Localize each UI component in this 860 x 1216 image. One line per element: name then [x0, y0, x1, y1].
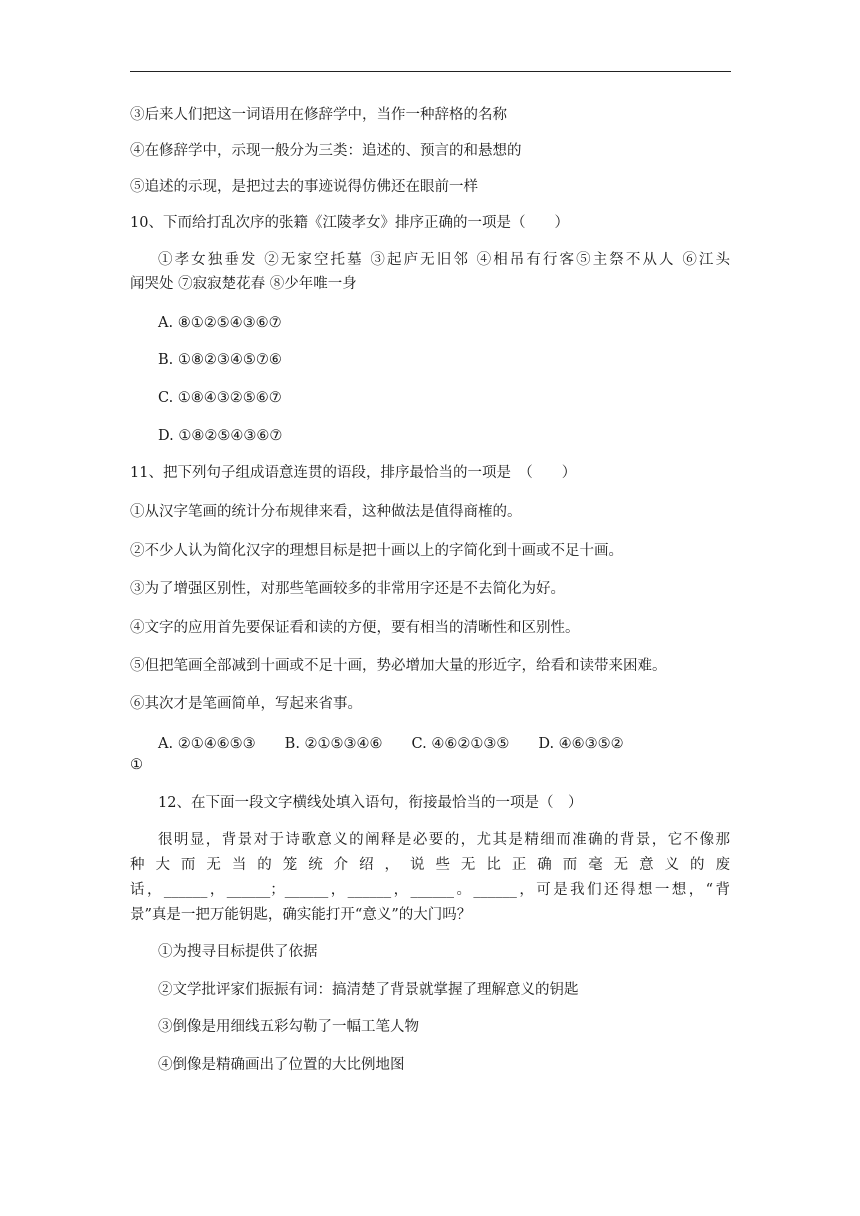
q11-options-2: ①: [130, 757, 143, 773]
q11-stem: 11、把下列句子组成语意连贯的语段，排序最恰当的一项是 （ ）: [130, 465, 577, 481]
q12-passage-2: 种 大 而 无 当 的 笼 统 介 绍 ， 说 些 无 比 正 确 而 毫 无 意 义 的 废: [130, 857, 730, 873]
q12-choice-2: ②文学批评家们振振有词：搞清楚了背景就掌握了理解意义的钥匙: [158, 982, 579, 998]
q10-option-c: C. ①⑧④③②⑤⑥⑦: [158, 390, 282, 406]
prev-item-4: ④在修辞学中，示现一般分为三类：追述的、预言的和悬想的: [130, 143, 522, 159]
prev-item-5: ⑤追述的示现，是把过去的事迹说得仿佛还在眼前一样: [130, 179, 478, 195]
q12-choice-4: ④倒像是精确画出了位置的大比例地图: [158, 1057, 405, 1073]
q11-sentence-4: ④文字的应用首先要保证看和读的方便，要有相当的清晰性和区别性。: [130, 620, 580, 636]
q10-option-b: B. ①⑧②③④⑤⑦⑥: [158, 352, 282, 368]
q12-passage-3: 话，______，______；______，______，______。______，可是我们还得想一想，“背: [130, 882, 730, 898]
q11-sentence-3: ③为了增强区别性，对那些笔画较多的非常用字还是不去简化为好。: [130, 581, 565, 597]
q10-lines-1: ①孝女独垂发 ②无家空托墓 ③起庐无旧邻 ④相吊有行客⑤主祭不从人 ⑥江头: [158, 252, 730, 268]
q12-stem: 12、在下面一段文字横线处填入语句，衔接最恰当的一项是（ ）: [158, 795, 583, 811]
q10-option-d: D. ①⑧②⑤④③⑥⑦: [158, 428, 283, 444]
prev-item-3: ③后来人们把这一词语用在修辞学中，当作一种辞格的名称: [130, 107, 507, 123]
q11-options-1: A. ②①④⑥⑤③ B. ②①⑤③④⑥ C. ④⑥②①③⑤ D. ④⑥③⑤②: [158, 736, 624, 752]
q12-choice-3: ③倒像是用细线五彩勾勒了一幅工笔人物: [158, 1019, 419, 1035]
q11-sentence-5: ⑤但把笔画全部减到十画或不足十画，势必增加大量的形近字，给看和读带来困难。: [130, 658, 667, 674]
q11-sentence-2: ②不少人认为简化汉字的理想目标是把十画以上的字简化到十画或不足十画。: [130, 543, 623, 559]
q12-passage-4: 景”真是一把万能钥匙，确实能打开“意义”的大门吗？: [130, 907, 472, 923]
q10-lines-2: 闻哭处 ⑦寂寂楚花春 ⑧少年唯一身: [130, 276, 357, 292]
q12-passage-1: 很明显，背景对于诗歌意义的阐释是必要的，尤其是精细而准确的背景，它不像那: [158, 832, 730, 848]
q12-choice-1: ①为搜寻目标提供了依据: [158, 944, 318, 960]
q10-option-a: A. ⑧①②⑤④③⑥⑦: [158, 315, 282, 331]
q11-sentence-6: ⑥其次才是笔画简单，写起来省事。: [130, 696, 362, 712]
q10-stem: 10、下而给打乱次序的张籍《江陵孝女》排序正确的一项是（ ）: [130, 215, 569, 231]
header-rule: [130, 71, 731, 72]
q11-sentence-1: ①从汉字笔画的统计分布规律来看，这种做法是值得商榷的。: [130, 504, 522, 520]
